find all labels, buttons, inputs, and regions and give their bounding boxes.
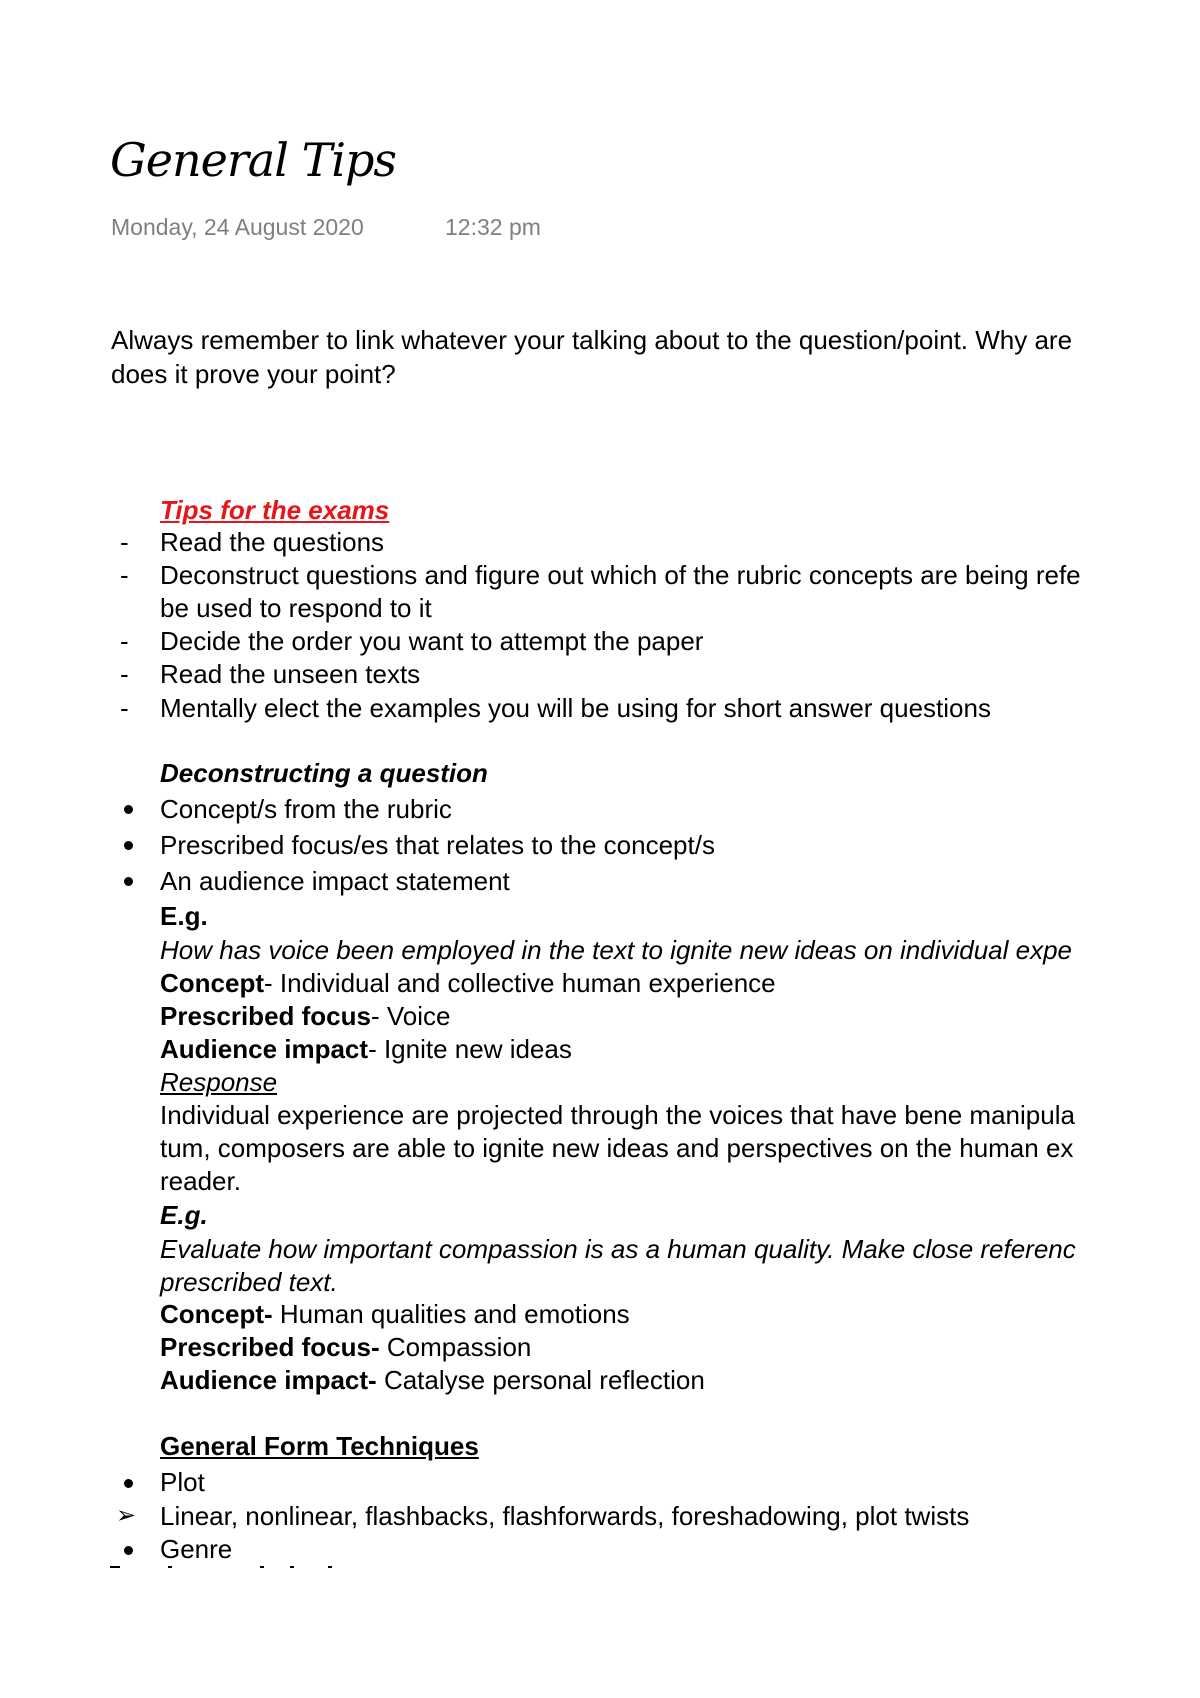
impact-value: Catalyse personal reflection xyxy=(376,1365,705,1395)
form-technique-item: Genre xyxy=(160,1534,233,1564)
example-question: Evaluate how important compassion is as a human quality. Make close referenc xyxy=(160,1234,1076,1264)
arrow-bullet-icon: ➢ xyxy=(116,1502,137,1529)
bullet-icon xyxy=(124,877,133,886)
intro-line: Always remember to link whatever your talking about to the question/point. Why are xyxy=(111,325,1073,355)
form-technique-item: Linear, nonlinear, flashbacks, flashforwards, foreshadowing, plot twists xyxy=(160,1501,970,1531)
exam-tip-item: Mentally elect the examples you will be using for short answer questions xyxy=(160,693,991,723)
example-question: How has voice been employed in the text to ignite new ideas on individual expe xyxy=(160,935,1073,965)
exam-tip-item-continuation: be used to respond to it xyxy=(160,593,432,623)
example-question: prescribed text. xyxy=(160,1267,338,1297)
dash-marker: - xyxy=(120,560,129,590)
bullet-icon xyxy=(124,1546,133,1555)
intro-line: does it prove your point? xyxy=(111,359,396,389)
concept-value: Human qualities and emotions xyxy=(272,1299,630,1329)
focus-value: Compassion xyxy=(379,1332,532,1362)
example-label: E.g. xyxy=(160,1200,208,1230)
response-line: tum, composers are able to ignite new ideas and perspectives on the human ex xyxy=(160,1133,1074,1163)
example-label: E.g. xyxy=(160,901,208,931)
exam-tip-item: Read the unseen texts xyxy=(160,659,421,689)
example-impact xyxy=(160,1033,572,1065)
exam-tips-heading-text: Tips for the exams xyxy=(160,495,390,525)
example-concept xyxy=(160,1298,630,1330)
concept-value: - Individual and collective human experience xyxy=(264,968,776,998)
form-technique-item: Plot xyxy=(160,1467,205,1497)
exam-tip-item: Read the questions xyxy=(160,527,385,557)
note-date: Monday, 24 August 2020 xyxy=(111,214,364,240)
intro-paragraph xyxy=(111,323,1200,391)
response-line: Individual experience are projected through the voices that have bene manipula xyxy=(160,1100,1075,1130)
example-impact xyxy=(160,1364,705,1396)
dash-marker: - xyxy=(120,527,129,557)
concept-label: Concept- xyxy=(160,1299,273,1329)
bullet-icon xyxy=(124,805,133,814)
bullet-icon xyxy=(124,841,133,850)
deconstruct-bullet: Prescribed focus/es that relates to the concept/s xyxy=(160,830,715,860)
response-label: Response xyxy=(160,1067,278,1097)
exam-tips-heading xyxy=(160,494,389,526)
impact-label: Audience impact- xyxy=(160,1365,377,1395)
clipped-line-fragment xyxy=(110,1566,350,1572)
example-concept xyxy=(160,967,776,999)
impact-value: - Ignite new ideas xyxy=(368,1034,572,1064)
dash-marker: - xyxy=(120,659,129,689)
focus-label: Prescribed focus- xyxy=(160,1332,380,1362)
focus-value: - Voice xyxy=(370,1001,451,1031)
focus-label: Prescribed focus xyxy=(160,1001,371,1031)
exam-tip-item: Deconstruct questions and figure out which of the rubric concepts are being refe xyxy=(160,560,1081,590)
dash-marker: - xyxy=(120,693,129,723)
dash-marker: - xyxy=(120,626,129,656)
deconstruct-bullet: Concept/s from the rubric xyxy=(160,794,452,824)
concept-label: Concept xyxy=(160,968,264,998)
impact-label: Audience impact xyxy=(160,1034,369,1064)
response-line: reader. xyxy=(160,1166,241,1196)
page-title: General Tips xyxy=(110,133,397,187)
note-time: 12:32 pm xyxy=(445,214,541,240)
bullet-icon xyxy=(124,1479,133,1488)
deconstructing-heading: Deconstructing a question xyxy=(160,758,488,788)
form-techniques-heading: General Form Techniques xyxy=(160,1431,479,1461)
note-timestamp xyxy=(111,212,541,242)
example-focus xyxy=(160,1000,450,1032)
exam-tip-item: Decide the order you want to attempt the paper xyxy=(160,626,704,656)
deconstruct-bullet: An audience impact statement xyxy=(160,866,510,896)
example-focus xyxy=(160,1331,531,1363)
